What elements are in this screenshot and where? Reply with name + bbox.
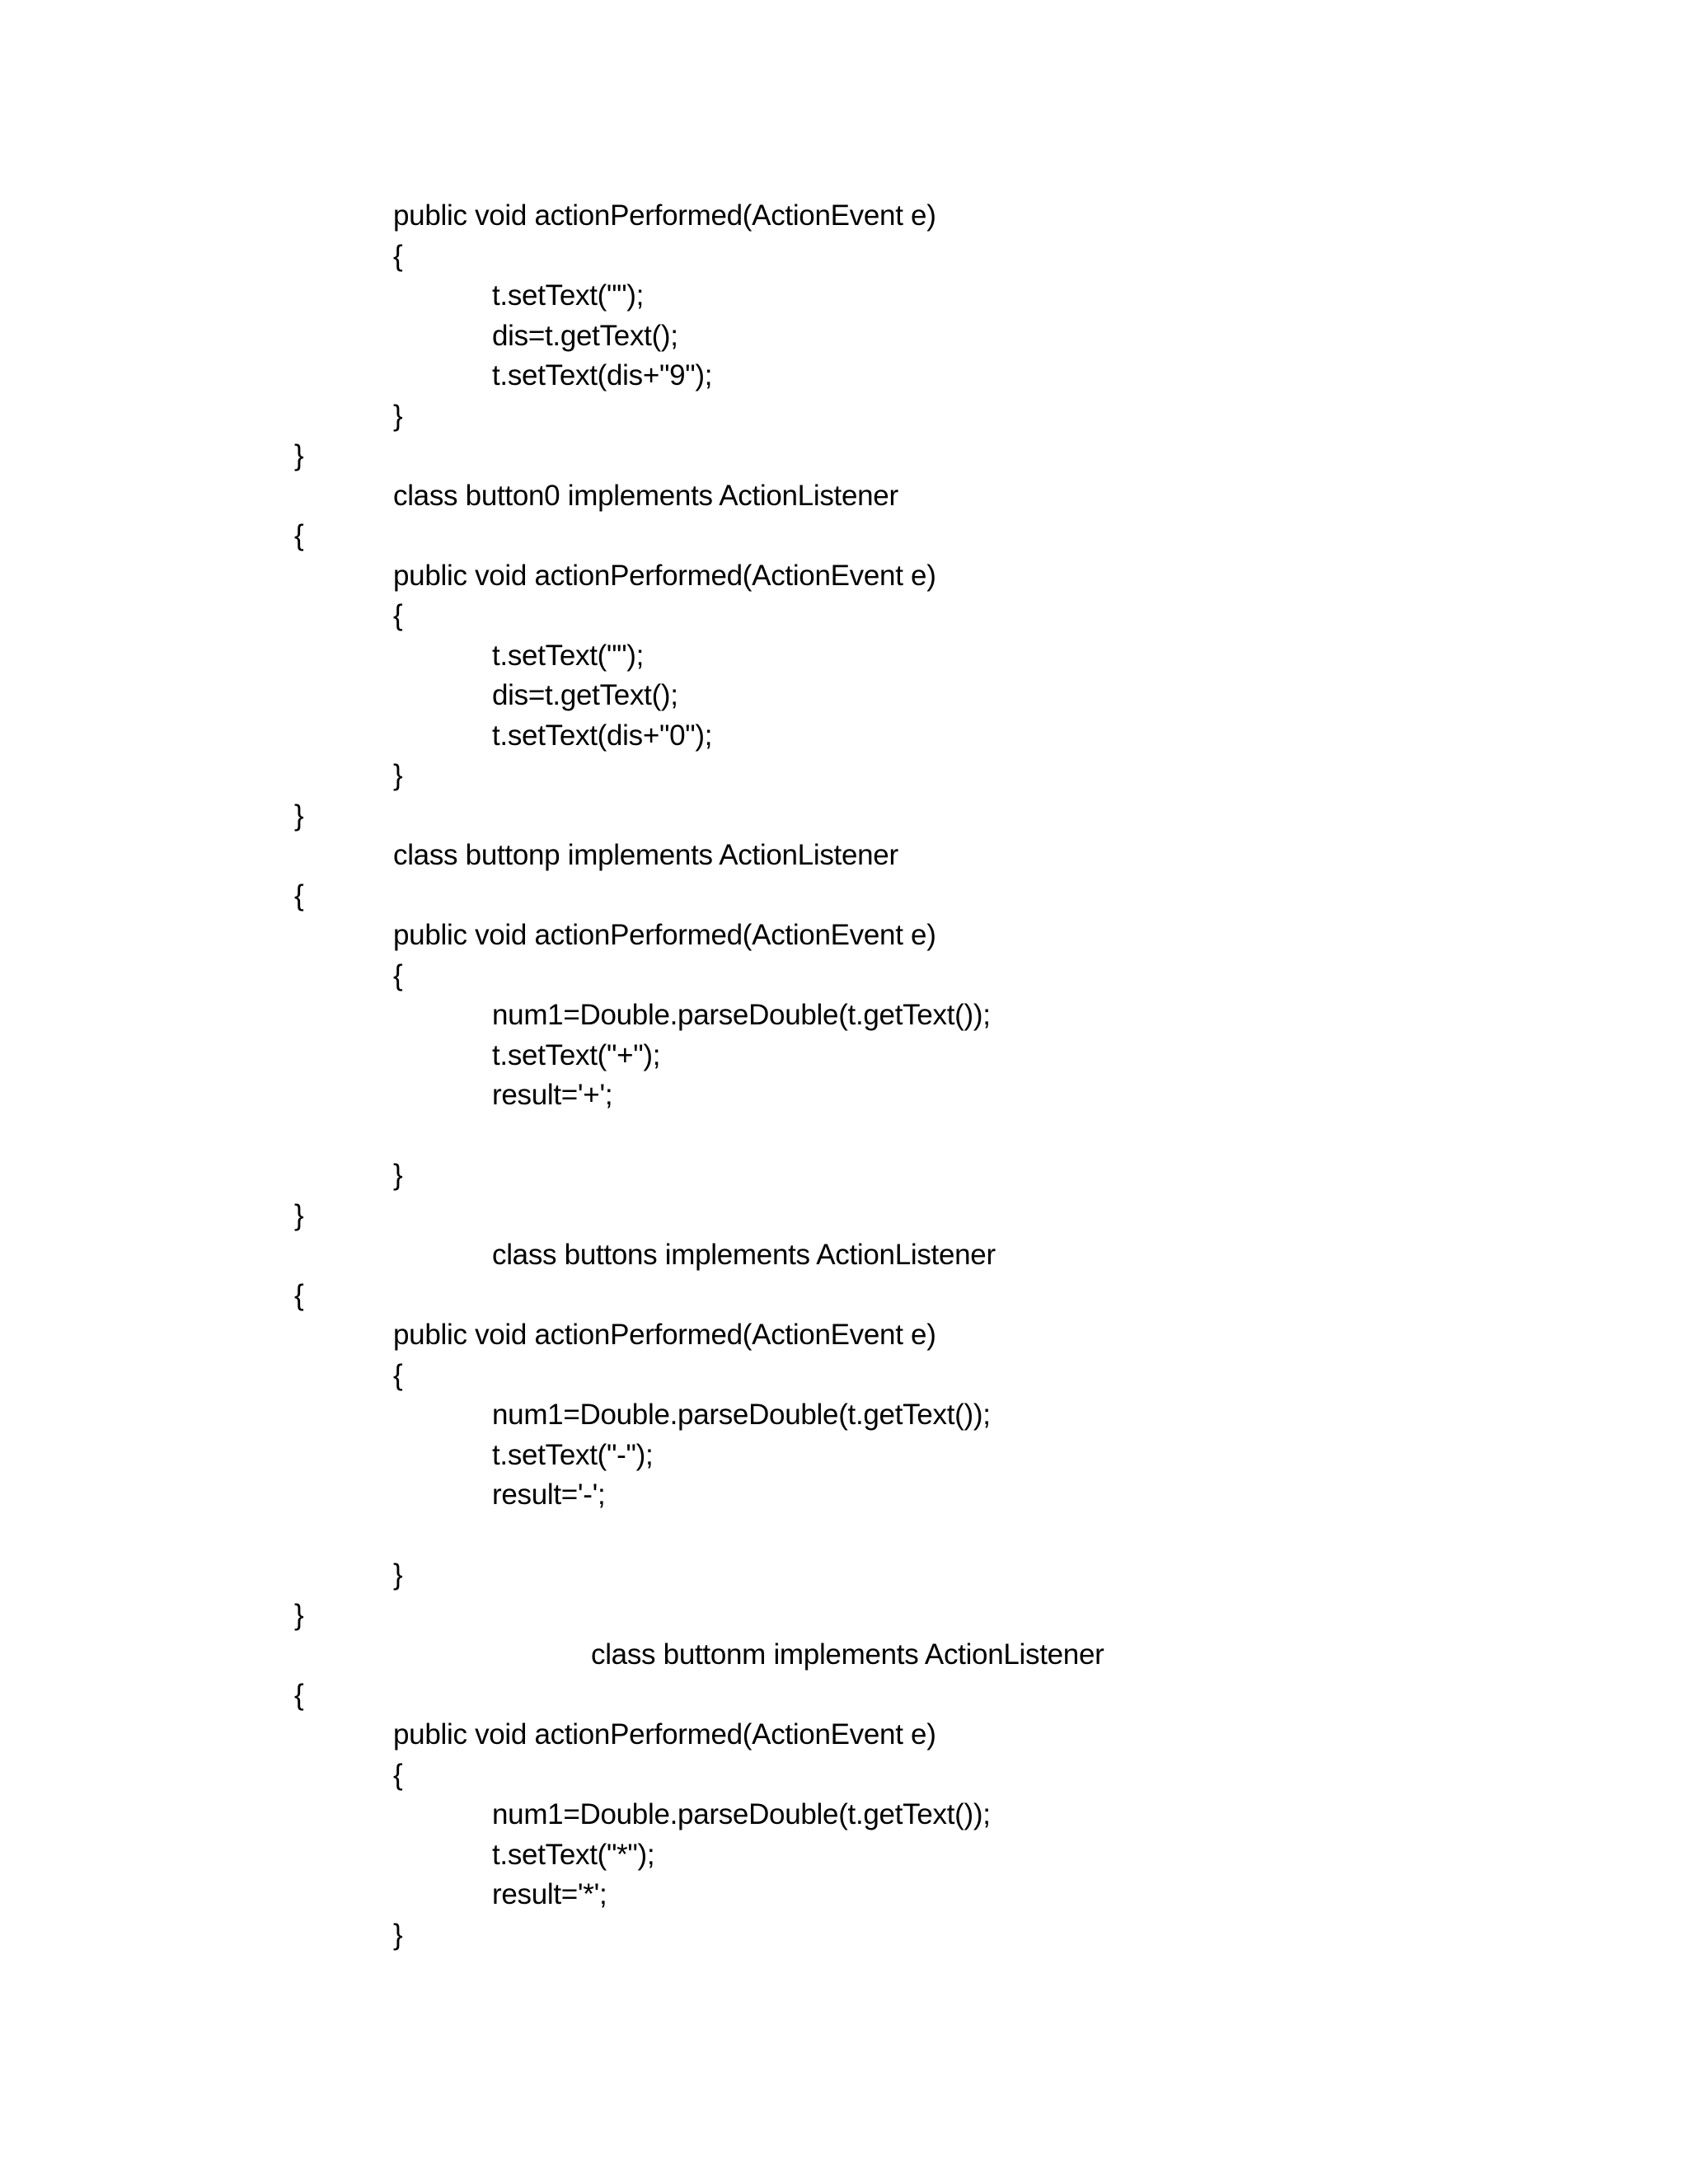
code-line: t.setText("+"); [492,1038,661,1071]
code-line [0,1116,1688,1156]
code-line: } [294,1598,304,1631]
code-line: } [393,399,403,432]
code-line: t.setText(""); [492,279,645,312]
code-line: class button0 implements ActionListener [393,479,898,512]
code-line: class buttons implements ActionListener [492,1239,996,1271]
code-line: } [393,1918,403,1951]
code-line: class buttonp implements ActionListener [393,839,898,871]
code-line: t.setText(dis+"9"); [492,359,713,391]
code-line: t.setText(dis+"0"); [492,719,713,752]
code-listing [0,196,1688,1955]
code-line: } [393,1159,403,1191]
code-line: { [393,599,403,631]
code-line: { [393,958,403,991]
code-line: result='+'; [492,1079,613,1111]
code-line: } [393,1558,403,1591]
code-line: num1=Double.parseDouble(t.getText()); [492,999,991,1031]
code-line: public void actionPerformed(ActionEvent e) [393,199,936,232]
code-line: t.setText("*"); [492,1838,655,1871]
code-line: { [294,1678,304,1711]
code-line: dis=t.getText(); [492,679,678,711]
code-line: class buttonm implements ActionListener [591,1638,1104,1671]
code-line: } [294,1198,304,1231]
code-line: public void actionPerformed(ActionEvent e) [393,1319,936,1351]
code-line: { [294,879,304,912]
code-line: { [393,1758,403,1791]
code-line: { [294,1278,304,1311]
code-line [0,1516,1688,1556]
code-line: result='*'; [492,1878,607,1910]
code-line: } [393,759,403,791]
code-line: } [294,799,304,832]
code-line: t.setText("-"); [492,1438,654,1471]
code-line: num1=Double.parseDouble(t.getText()); [492,1798,991,1830]
code-line: dis=t.getText(); [492,319,678,352]
code-line: public void actionPerformed(ActionEvent e) [393,559,936,592]
code-line: t.setText(""); [492,639,645,672]
code-line: { [393,1358,403,1391]
code-line: } [294,439,304,471]
code-line: { [393,239,403,272]
code-line: result='-'; [492,1479,606,1511]
code-line: { [294,519,304,551]
code-line: public void actionPerformed(ActionEvent e) [393,919,936,951]
code-line: num1=Double.parseDouble(t.getText()); [492,1399,991,1431]
code-line: public void actionPerformed(ActionEvent e) [393,1718,936,1750]
